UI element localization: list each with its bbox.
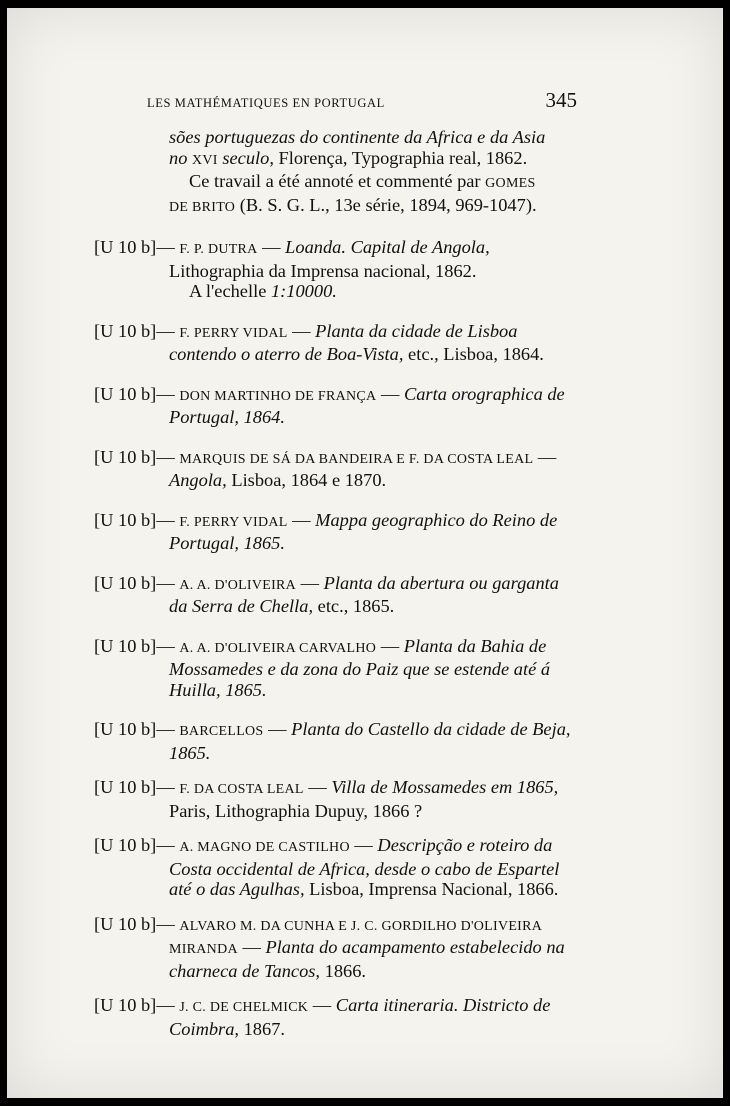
entry-author: ALVARO M. DA CUNHA E J. C. GORDILHO D'OLIVEIRA MIRANDA	[169, 918, 542, 957]
bibliography-entry: [U 10 b]— A. A. D'OLIVEIRA — Planta da abertura ou garganta da Serra de Chella, etc., 1865.	[94, 572, 559, 616]
entry-title: Carta orographica de Portugal, 1864.	[169, 383, 565, 427]
bibliography-entry: [U 10 b]— F. P. DUTRA — Loanda. Capital de Angola, Lithographia da Imprensa nacional, 1862.	[94, 237, 490, 281]
entry-author: DON MARTINHO DE FRANÇA	[179, 388, 377, 404]
call-number: [U 10 b]	[94, 777, 157, 797]
call-number: [U 10 b]	[94, 320, 157, 341]
call-number: [U 10 b]	[94, 719, 157, 739]
entry-imprint: Lisboa, 1864 e 1870.	[231, 470, 387, 490]
entry-author: A. A. D'OLIVEIRA	[179, 577, 297, 593]
entry-author: F. P. DUTRA	[179, 242, 258, 257]
entry-title: Planta do Castello da cidade de Beja, 1865.	[169, 719, 571, 763]
entry-imprint: Lithographia da Imprensa nacional, 1862.	[169, 260, 477, 281]
note-author: GOMES	[485, 176, 536, 191]
entry-imprint: 1867.	[243, 1018, 285, 1039]
call-number: [U 10 b]	[94, 635, 157, 656]
entry-author: BARCELLOS	[179, 724, 264, 739]
commentary-note	[94, 171, 578, 218]
page-header	[147, 88, 577, 113]
entry-author: A. MAGNO DE CASTILHO	[179, 840, 350, 855]
entry-imprint: 1866.	[324, 960, 367, 981]
entry-author: F. PERRY VIDAL	[179, 325, 288, 341]
entry-title: Carta itineraria. Districto de Coimbra,	[169, 995, 551, 1039]
entry-imprint: etc., Lisboa, 1864.	[408, 344, 544, 364]
scale-value: 1:10000.	[270, 281, 337, 301]
entry-title: Planta da cidade de Lisboa contendo o aterro de Boa-Vista,	[169, 320, 518, 364]
entry-title: sões portuguezas do continente da Africa e da Asia	[169, 127, 546, 147]
entry-title: no	[169, 147, 188, 168]
bibliography-entry: [U 10 b]— DON MARTINHO DE FRANÇA — Carta orographica de Portugal, 1864.	[94, 383, 565, 427]
call-number: [U 10 b]	[94, 913, 157, 934]
entry-imprint: etc., 1865.	[317, 596, 395, 616]
call-number: [U 10 b]	[94, 995, 157, 1015]
entry-imprint: Lisboa, Imprensa Nacional, 1866.	[309, 879, 559, 899]
page-number: 345	[545, 88, 577, 112]
bibliography-entry: [U 10 b]— A. MAGNO DE CASTILHO — Descripção e roteiro da Costa occidental de Africa, desde o cabo de Espartel até o das Agulhas, Lisboa, Imprensa Nacional, 1866.	[94, 835, 560, 899]
note-text: A l'echelle	[189, 281, 267, 301]
bibliography-entry: [U 10 b]— ALVARO M. DA CUNHA E J. C. GORDILHO D'OLIVEIRA MIRANDA — Planta do acampamento estabelecido na charneca de Tancos, 1866.	[94, 913, 565, 981]
bibliography-entry: [U 10 b]— A. A. D'OLIVEIRA CARVALHO — Planta da Bahia de Mossamedes e da zona do Paiz que se estende até á Huilla, 1865.	[94, 635, 551, 700]
century-numeral: XVI	[192, 152, 218, 168]
running-head: LES MATHÉMATIQUES EN PORTUGAL	[147, 96, 385, 110]
call-number: [U 10 b]	[94, 572, 157, 593]
call-number: [U 10 b]	[94, 446, 157, 467]
entry-title: Loanda. Capital de Angola,	[285, 237, 490, 257]
call-number: [U 10 b]	[94, 237, 157, 257]
entry-title: Descripção e roteiro da Costa occidental de Africa, desde o cabo de Espartel até o das Agulhas,	[169, 835, 560, 899]
bibliography-entry: [U 10 b]— J. C. DE CHELMICK — Carta itineraria. Districto de Coimbra, 1867.	[94, 995, 551, 1039]
bibliography-entry: [U 10 b]— BARCELLOS — Planta do Castello da cidade de Beja, 1865.	[94, 719, 571, 763]
entry-author: J. C. DE CHELMICK	[179, 1000, 309, 1015]
continued-entry	[94, 127, 578, 171]
bibliography-entry: [U 10 b]— F. PERRY VIDAL — Planta da cidade de Lisboa contendo o aterro de Boa-Vista, etc., Lisboa, 1864.	[94, 320, 544, 364]
entry-title: Angola,	[169, 470, 227, 490]
bibliography-entry: [U 10 b]— F. PERRY VIDAL — Mappa geographico do Reino de Portugal, 1865.	[94, 509, 558, 553]
book-page	[7, 8, 723, 1098]
entry-title: Planta do acampamento estabelecido na charneca de Tancos,	[169, 937, 565, 981]
entry-author: A. A. D'OLIVEIRA CARVALHO	[179, 640, 377, 656]
entry-title: Villa de Mossamedes em 1865,	[331, 777, 559, 797]
call-number: [U 10 b]	[94, 383, 157, 404]
note-text: Ce travail a été annoté et commenté par	[189, 171, 481, 191]
entry-author: F. PERRY VIDAL	[179, 514, 288, 530]
note-reference: (B. S. G. L., 13e série, 1894, 969-1047).	[239, 194, 537, 215]
entry-author: F. DA COSTA LEAL	[179, 782, 304, 797]
entry-author: MARQUIS DE SÁ DA BANDEIRA E F. DA COSTA LEAL	[179, 451, 534, 467]
entry-title: Planta da abertura ou garganta da Serra de Chella,	[169, 572, 559, 616]
bibliography-list	[94, 127, 578, 1039]
bibliography-entry: [U 10 b]— MARQUIS DE SÁ DA BANDEIRA E F. DA COSTA LEAL — Angola, Lisboa, 1864 e 1870.	[94, 446, 557, 490]
scale-note	[94, 281, 578, 302]
entry-imprint: Paris, Lithographia Dupuy, 1866 ?	[169, 800, 423, 821]
entry-title: Planta da Bahia de Mossamedes e da zona do Paiz que se estende até á Huilla, 1865.	[169, 635, 551, 700]
entry-imprint: Florença, Typographia real, 1862.	[278, 147, 528, 168]
entry-title: Mappa geographico do Reino de Portugal, 1865.	[169, 509, 558, 553]
entry-title: seculo,	[222, 147, 274, 168]
call-number: [U 10 b]	[94, 835, 157, 855]
call-number: [U 10 b]	[94, 509, 157, 530]
note-author: DE BRITO	[169, 199, 236, 215]
bibliography-entry: [U 10 b]— F. DA COSTA LEAL — Villa de Mossamedes em 1865, Paris, Lithographia Dupuy, 1866 ?	[94, 777, 559, 821]
